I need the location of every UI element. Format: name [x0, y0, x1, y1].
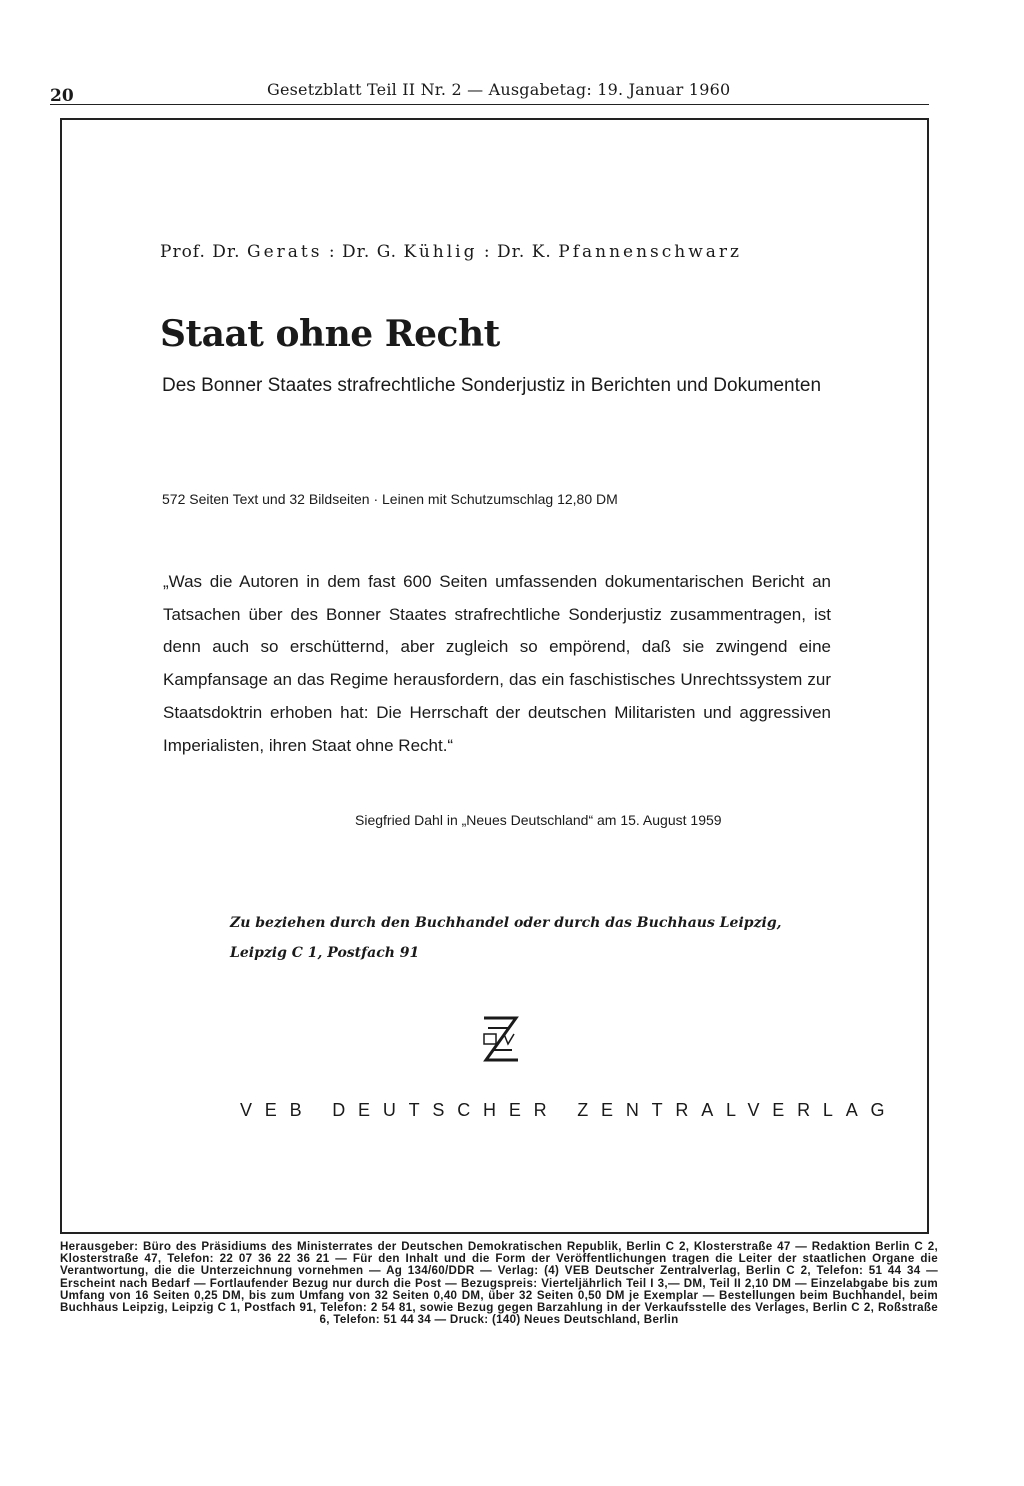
publisher-logo-icon	[478, 1014, 522, 1064]
author-3-name: Pfannenschwarz	[558, 242, 742, 262]
publisher-name: VEB DEUTSCHER ZENTRALVERLAG	[240, 1100, 898, 1120]
author-1-name: Gerats	[247, 242, 323, 262]
order-info-line-1: Zu beziehen durch den Buchhandel oder durch das Buchhaus Leipzig,	[230, 915, 782, 931]
author-separator-1: :	[322, 242, 343, 262]
author-3-prefix: Dr. K.	[497, 242, 559, 262]
author-separator-2: :	[477, 242, 498, 262]
author-2-name: Kühlig	[403, 242, 478, 262]
header-rule	[50, 104, 929, 105]
page-number: 20	[50, 86, 74, 106]
imprint: Herausgeber: Büro des Präsidiums des Ministerrates der Deutschen Demokratischen Republik, Berlin C 2, Klosterstraße 47 — Redaktion Berlin C 2, Klosterstraße 47, Telefon: 22 07 36 22 36 21 — Für den Inhalt und die Form der Veröffentlichungen tragen die Leiter der staatlichen Organe die Verantwortung, die die Unterzeichnung vornehmen — Ag 134/60/DDR — Verlag: (4) VEB Deutscher Zentralverlag, Berlin C 2, Telefon: 51 44 34 — Erscheint nach Bedarf — Fortlaufender Bezug nur durch die Post — Bezugspreis: Vierteljährlich Teil I 3,— DM, Teil II 2,10 DM — Einzelabgabe bis zum Umfang von 16 Seiten 0,25 DM, bis zum Umfang von 32 Seiten 0,40 DM, über 32 Seiten 0,50 DM je Exemplar — Bestellungen beim Buchhandel, beim Buchhaus Leipzig, Leipzig C 1, Postfach 91, Telefon: 2 54 81, sowie Bezug gegen Barzahlung in der Verkaufsstelle des Verlages, Berlin C 2, Roßstraße 6, Telefon: 51 44 34 — Druck: (140) Neues Deutschland, Berlin	[60, 1240, 938, 1327]
author-1-prefix: Prof. Dr.	[160, 242, 247, 262]
book-subtitle: Des Bonner Staates strafrechtliche Sonderjustiz in Berichten und Dokumenten	[162, 375, 822, 396]
book-details: 572 Seiten Text und 32 Bildseiten · Leinen mit Schutzumschlag 12,80 DM	[162, 491, 618, 507]
order-info-line-2: Leipzig C 1, Postfach 91	[230, 945, 420, 961]
running-head: Gesetzblatt Teil II Nr. 2 — Ausgabetag: 19. Januar 1960	[267, 80, 731, 99]
review-quote: „Was die Autoren in dem fast 600 Seiten umfassenden dokumentarischen Bericht an Tatsachen über des Bonner Staates strafrechtliche Sonderjustiz zusammentragen, ist denn auch so erschütternd, aber zugleich so empörend, daß sie zwingend eine Kampfansage an das Regime herausfordern, das ein faschistisches Unrechtssystem zur Staatsdoktrin erhoben hat: Die Herrschaft der deutschen Militaristen und aggressiven Imperialisten, ihren Staat ohne Recht.“	[163, 572, 831, 755]
book-title: Staat ohne Recht	[160, 313, 500, 355]
author-2-prefix: Dr. G.	[342, 242, 404, 262]
quote-source: Siegfried Dahl in „Neues Deutschland“ am 15. August 1959	[355, 812, 722, 828]
authors-line	[160, 242, 742, 262]
order-info	[230, 908, 782, 968]
